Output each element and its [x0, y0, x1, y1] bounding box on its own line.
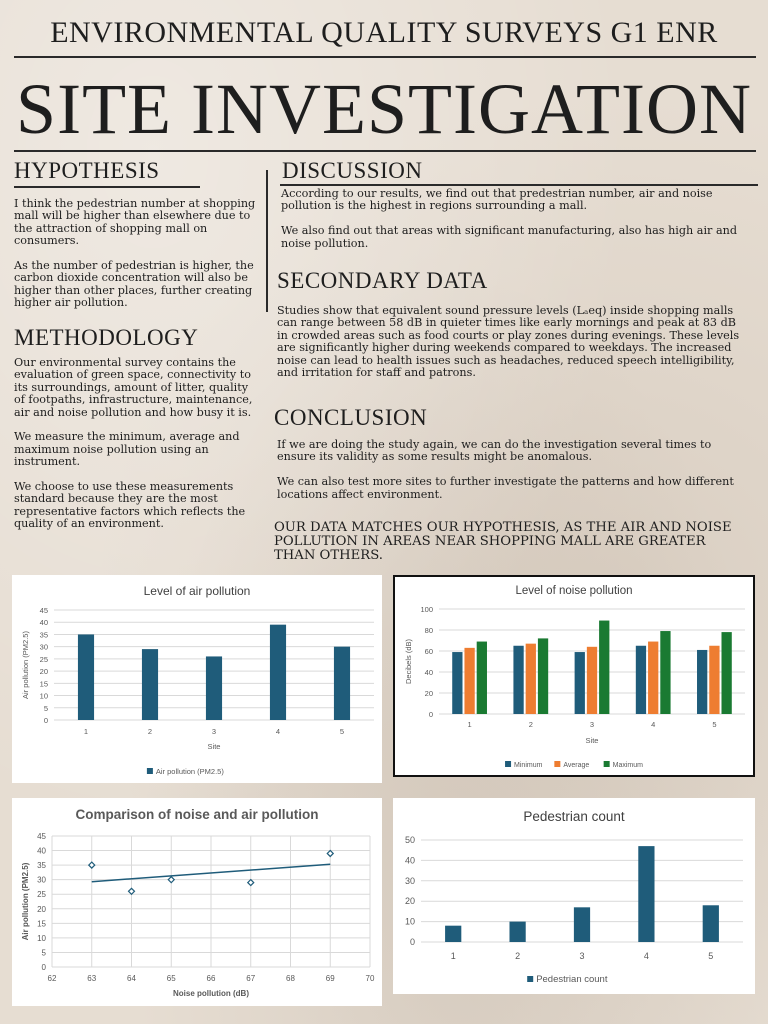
x-tick-label: 3 — [211, 727, 217, 736]
legend-label: Minimum — [514, 762, 543, 769]
methodology-paragraph-1: Our environmental survey contains the evaluation of green space, connectivity to its surroundings, amount of litter, quality of footpaths, infrastructure, maintenance, air and noise pollution and how busy it is. — [14, 356, 253, 419]
y-tick-label: 60 — [424, 647, 433, 656]
bar-maximum-site-2 — [538, 638, 548, 714]
discussion-underline — [280, 184, 758, 186]
bar-pedestrian-count-site-3 — [574, 907, 590, 942]
chart-title: Level of noise pollution — [515, 585, 633, 597]
bar-air-pollution-pm2-5--site-4 — [270, 625, 286, 720]
x-axis-label: Noise pollution (dB) — [173, 989, 249, 998]
conclusion-statement: OUR DATA MATCHES OUR HYPOTHESIS, AS THE AIR AND NOISE POLLUTION IN AREAS NEAR SHOPPING MALL ARE GREATER THAN OTHERS. — [274, 520, 732, 563]
x-tick-label: 4 — [643, 951, 649, 961]
x-axis-label: Site — [207, 742, 221, 751]
y-tick-label: 20 — [404, 896, 415, 907]
hypothesis-heading: HYPOTHESIS — [14, 158, 160, 183]
pedestrian-count-chart — [393, 798, 755, 994]
hypothesis-paragraph-1: I think the pedestrian number at shopping mall will be higher than elsewhere due to the attraction of shopping mall on consumers. — [14, 197, 256, 248]
bar-average-site-3 — [587, 647, 597, 714]
x-tick-label: 65 — [166, 974, 176, 983]
y-tick-label: 20 — [424, 689, 433, 698]
x-tick-label: 66 — [206, 974, 216, 983]
bar-maximum-site-3 — [599, 621, 609, 714]
x-tick-label: 3 — [589, 720, 595, 729]
data-point-4 — [248, 880, 254, 886]
data-point-3 — [168, 877, 174, 883]
y-tick-label: 20 — [37, 904, 46, 914]
bar-air-pollution-pm2-5--site-3 — [206, 656, 222, 720]
bar-minimum-site-1 — [452, 652, 462, 714]
discussion-paragraph-1: According to our results, we find out that predestrian number, air and noise pollution is the highest in regions surrounding a mall. — [281, 187, 713, 213]
y-tick-label: 25 — [39, 654, 48, 664]
x-tick-label: 64 — [127, 974, 136, 983]
y-tick-label: 5 — [41, 948, 46, 958]
x-tick-label: 62 — [47, 974, 57, 983]
bar-average-site-5 — [709, 646, 719, 714]
header-divider-top — [14, 56, 756, 58]
bar-minimum-site-5 — [697, 650, 707, 714]
legend-swatch — [527, 976, 533, 982]
bar-pedestrian-count-site-5 — [703, 905, 719, 942]
x-tick-label: 70 — [365, 974, 375, 983]
bar-pedestrian-count-site-4 — [638, 846, 654, 942]
y-tick-label: 40 — [424, 668, 433, 677]
bar-air-pollution-pm2-5--site-2 — [142, 649, 158, 720]
poster-subtitle: ENVIRONMENTAL QUALITY SURVEYS G1 ENR — [50, 16, 718, 49]
x-tick-label: 5 — [708, 951, 714, 961]
y-tick-label: 35 — [39, 630, 48, 640]
comparison-scatter-chart — [12, 798, 382, 1006]
y-axis-label: Air pollution (PM2.5) — [21, 862, 30, 941]
bar-average-site-2 — [526, 644, 536, 714]
legend-label: Average — [563, 762, 590, 769]
y-tick-label: 100 — [420, 605, 433, 614]
legend-swatch — [604, 761, 610, 767]
y-axis-label: Decibels (dB) — [404, 638, 413, 685]
legend-swatch — [505, 761, 511, 767]
conclusion-paragraph-2: We can also test more sites to further investigate the patterns and how different locations affect environment. — [277, 475, 734, 501]
x-tick-label: 2 — [515, 951, 521, 961]
secondary-data-text — [277, 305, 747, 379]
y-tick-label: 10 — [39, 691, 48, 701]
bar-minimum-site-2 — [513, 646, 523, 714]
data-point-2 — [129, 888, 135, 894]
legend-swatch — [554, 761, 560, 767]
conclusion-text — [277, 439, 747, 501]
data-point-1 — [89, 862, 95, 868]
y-tick-label: 10 — [37, 933, 46, 943]
bar-air-pollution-pm2-5--site-1 — [78, 634, 94, 720]
data-point-5 — [327, 850, 333, 856]
x-tick-label: 63 — [87, 974, 97, 983]
noise-pollution-chart-card — [393, 575, 755, 777]
discussion-text — [281, 188, 751, 250]
header-divider-bottom — [14, 150, 756, 152]
methodology-heading: METHODOLOGY — [14, 325, 199, 350]
bar-maximum-site-5 — [721, 632, 731, 714]
x-tick-label: 3 — [579, 951, 585, 961]
legend-label: Air pollution (PM2.5) — [155, 767, 224, 776]
conclusion-paragraph-1: If we are doing the study again, we can do the investigation several times to ensure its validity as some results might be anomalous. — [277, 438, 712, 464]
y-tick-label: 0 — [41, 963, 46, 972]
air-pollution-chart-card — [12, 575, 382, 783]
y-tick-label: 0 — [409, 937, 415, 947]
column-divider — [266, 170, 268, 312]
methodology-paragraph-2: We measure the minimum, average and maximum noise pollution using an instrument. — [14, 430, 240, 469]
x-tick-label: 1 — [467, 720, 472, 729]
x-tick-label: 69 — [325, 974, 335, 983]
y-tick-label: 15 — [37, 919, 46, 929]
secondary-data-heading: SECONDARY DATA — [277, 268, 488, 293]
x-axis-label: Site — [585, 736, 599, 745]
y-tick-label: 30 — [37, 875, 46, 885]
y-tick-label: 30 — [404, 875, 415, 886]
bar-air-pollution-pm2-5--site-5 — [334, 647, 350, 720]
comparison-chart-card — [12, 798, 382, 1006]
y-tick-label: 5 — [43, 703, 48, 713]
x-tick-label: 67 — [246, 974, 256, 983]
y-axis-label: Air pollution (PM2.5) — [21, 631, 30, 699]
x-tick-label: 1 — [450, 951, 456, 961]
discussion-paragraph-2: We also find out that areas with significant manufacturing, also has high air and noise pollution. — [281, 224, 737, 250]
noise-pollution-chart — [395, 577, 753, 775]
hypothesis-paragraph-2: As the number of pedestrian is higher, the carbon dioxide concentration will also be higher than other places, further creating higher air pollution. — [14, 259, 254, 310]
x-tick-label: 2 — [528, 720, 533, 729]
y-tick-label: 45 — [39, 606, 48, 615]
x-tick-label: 1 — [83, 727, 89, 736]
legend-swatch — [147, 768, 153, 774]
bar-average-site-1 — [464, 648, 474, 714]
pedestrian-chart-card — [393, 798, 755, 994]
y-tick-label: 15 — [39, 679, 48, 689]
hypothesis-underline — [14, 186, 200, 188]
bar-maximum-site-4 — [660, 631, 670, 714]
methodology-text — [14, 357, 259, 531]
hypothesis-text — [14, 198, 259, 310]
x-tick-label: 5 — [712, 720, 717, 729]
y-tick-label: 40 — [39, 618, 48, 628]
y-tick-label: 40 — [37, 846, 46, 856]
x-tick-label: 68 — [286, 974, 295, 983]
conclusion-heading: CONCLUSION — [274, 405, 428, 430]
y-tick-label: 40 — [404, 855, 415, 866]
secondary-data-paragraph-1: Studies show that equivalent sound pressure levels (Lₐeq) inside shopping malls can range between 58 dB in quieter times like early mornings and peak at 83 dB in crowded areas such as food courts or play zones during evenings. These levels are significantly higher during weekends compared to weekdays. The increased noise can lead to health issues such as headaches, reduced speech intelligibility, and irritation for staff and patrons. — [277, 304, 740, 380]
bar-pedestrian-count-site-2 — [509, 922, 525, 942]
x-tick-label: 4 — [275, 727, 281, 736]
legend-label: Maximum — [612, 762, 643, 769]
y-tick-label: 25 — [37, 890, 46, 900]
air-pollution-chart — [12, 575, 382, 783]
bar-average-site-4 — [648, 642, 658, 714]
y-tick-label: 45 — [37, 832, 46, 841]
bar-minimum-site-3 — [575, 652, 585, 714]
y-tick-label: 20 — [39, 667, 48, 677]
x-tick-label: 5 — [339, 727, 345, 736]
y-tick-label: 30 — [39, 642, 48, 652]
methodology-paragraph-3: We choose to use these measurements standard because they are the most representative factors which reflects the quality of an environment. — [14, 480, 246, 531]
y-tick-label: 0 — [428, 710, 433, 719]
bar-maximum-site-1 — [477, 642, 487, 714]
y-tick-label: 0 — [43, 716, 48, 725]
y-tick-label: 80 — [424, 626, 433, 635]
chart-title: Pedestrian count — [523, 809, 625, 824]
y-tick-label: 50 — [404, 835, 415, 845]
y-tick-label: 10 — [404, 916, 415, 927]
chart-title: Level of air pollution — [143, 584, 251, 598]
chart-title: Comparison of noise and air pollution — [75, 807, 319, 822]
poster-title: SITE INVESTIGATION — [16, 69, 752, 149]
x-tick-label: 2 — [147, 727, 153, 736]
legend-label: Pedestrian count — [536, 974, 608, 985]
bar-pedestrian-count-site-1 — [445, 926, 461, 942]
discussion-heading: DISCUSSION — [282, 158, 423, 183]
y-tick-label: 35 — [37, 861, 46, 871]
x-tick-label: 4 — [651, 720, 656, 729]
bar-minimum-site-4 — [636, 646, 646, 714]
